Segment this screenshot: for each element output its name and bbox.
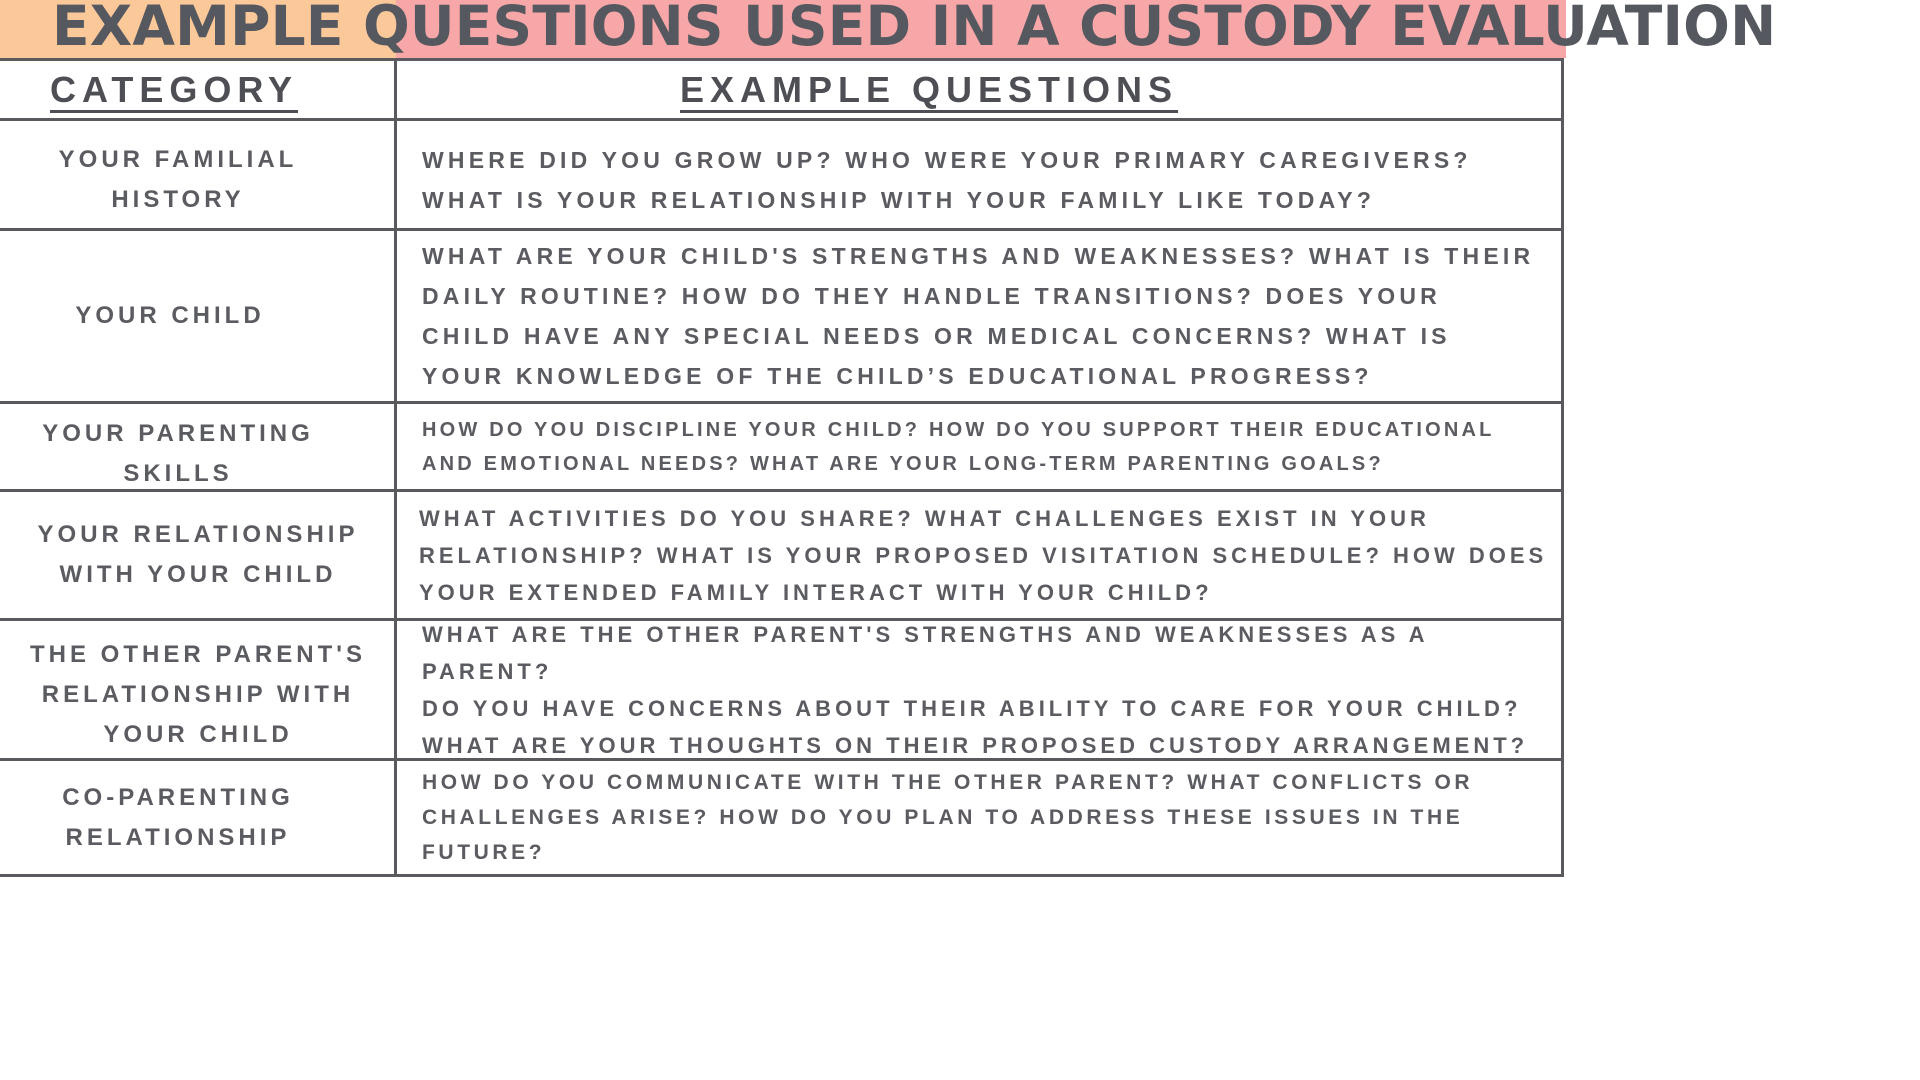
questions-table — [0, 58, 1566, 883]
table-row-questions — [398, 761, 1566, 874]
category-label: YOUR PARENTING SKILLS — [42, 420, 314, 487]
table-row-questions — [398, 231, 1566, 401]
table-row-questions — [398, 621, 1566, 758]
category-label: YOUR FAMILIAL HISTORY — [58, 145, 298, 213]
category-header-cell — [0, 61, 396, 118]
table-row-questions — [398, 404, 1566, 489]
category-label: THE OTHER PARENT'S RELATIONSHIP WITH YOUR CHILD — [30, 640, 366, 748]
table-row-category — [0, 761, 356, 874]
title-banner — [0, 0, 1777, 58]
table-row-questions — [398, 131, 1566, 228]
category-label: YOUR CHILD — [75, 302, 265, 329]
table-row-category — [0, 414, 356, 494]
table-row-category — [0, 492, 396, 618]
category-label: YOUR RELATIONSHIP WITH YOUR CHILD — [37, 521, 359, 588]
questions-text: HOW DO YOU COMMUNICATE WITH THE OTHER PARENT? WHAT CONFLICTS OR CHALLENGES ARISE? HOW DO YOU PLAN TO ADDRESS THESE ISSUES IN THE FUTURE? — [422, 771, 1474, 864]
questions-text: WHAT ARE YOUR CHILD'S STRENGTHS AND WEAKNESSES? WHAT IS THEIR DAILY ROUTINE? HOW DO THEY HANDLE TRANSITIONS? DOES YOUR CHILD HAVE ANY SPECIAL NEEDS OR MEDICAL CONCERNS? WHAT IS YOUR KNOWLEDGE OF THE CHILD’S EDUCATIONAL PROGRESS? — [422, 243, 1535, 389]
questions-text: WHERE DID YOU GROW UP? WHO WERE YOUR PRIMARY CAREGIVERS? WHAT IS YOUR RELATIONSHIP WITH YOUR FAMILY LIKE TODAY? — [422, 146, 1472, 213]
category-header: CATEGORY — [50, 68, 299, 110]
table-row-category — [0, 131, 356, 228]
page-title: EXAMPLE QUESTIONS USED IN A CUSTODY EVALUATION — [52, 0, 1777, 58]
table-row-category — [0, 631, 396, 758]
questions-text: WHAT ARE THE OTHER PARENT'S STRENGTHS AND WEAKNESSES AS A PARENT? DO YOU HAVE CONCERNS ABOUT THEIR ABILITY TO CARE FOR YOUR CHILD? WHAT ARE YOUR THOUGHTS ON THEIR PROPOSED CUSTODY ARRANGEMENT? — [422, 621, 1529, 758]
questions-text: HOW DO YOU DISCIPLINE YOUR CHILD? HOW DO YOU SUPPORT THEIR EDUCATIONAL AND EMOTIONAL NEEDS? WHAT ARE YOUR LONG-TERM PARENTING GOALS? — [422, 418, 1495, 475]
questions-text: WHAT ACTIVITIES DO YOU SHARE? WHAT CHALLENGES EXIST IN YOUR RELATIONSHIP? WHAT IS YOUR PROPOSED VISITATION SCHEDULE? HOW DOES YOUR EXTENDED FAMILY INTERACT WITH YOUR CHILD? — [419, 505, 1548, 605]
table-row-category — [0, 231, 340, 401]
category-label: CO-PARENTING RELATIONSHIP — [62, 783, 294, 851]
questions-header-cell — [680, 61, 1178, 118]
header-divider — [0, 118, 1563, 121]
table-border-bottom — [0, 874, 1563, 877]
questions-header: EXAMPLE QUESTIONS — [680, 68, 1179, 110]
table-row-questions — [398, 492, 1566, 618]
